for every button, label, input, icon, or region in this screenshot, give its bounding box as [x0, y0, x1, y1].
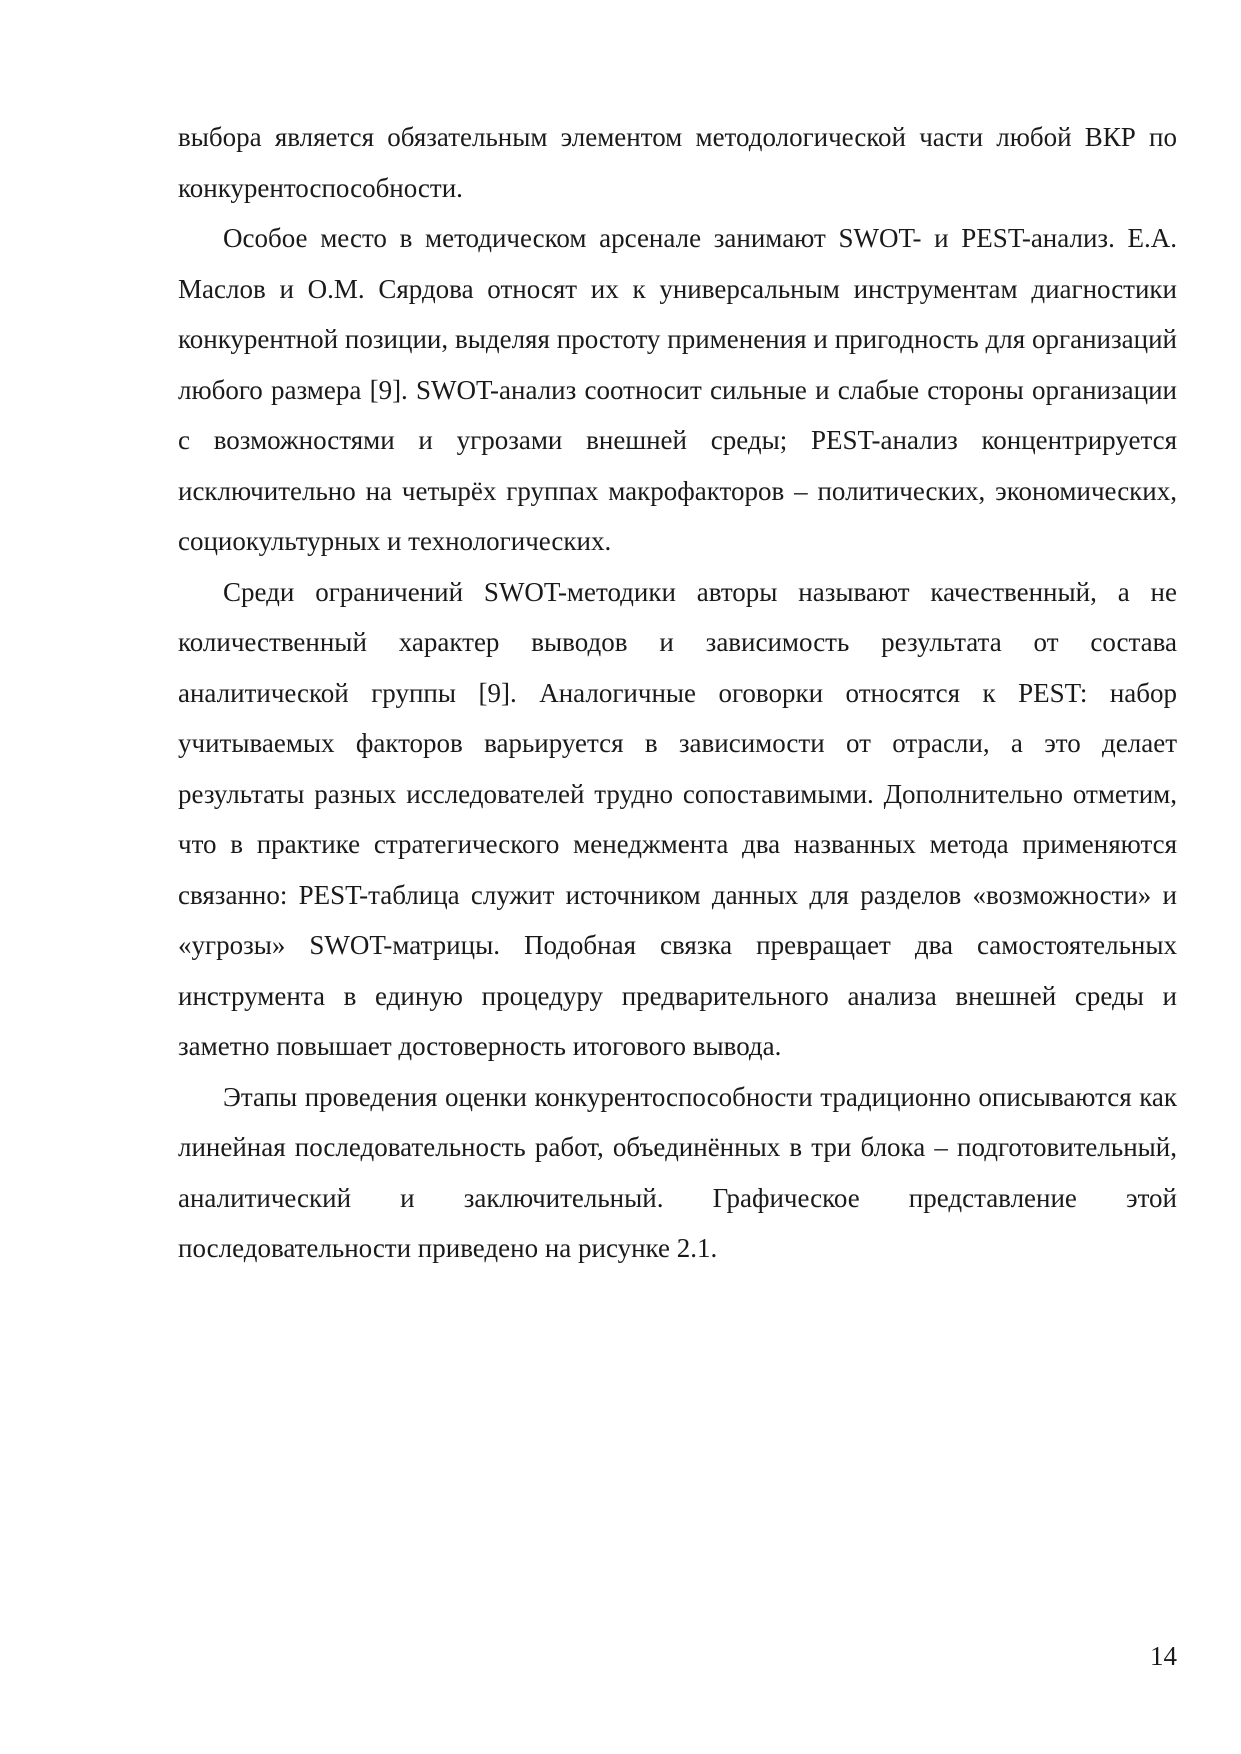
body-text [178, 112, 1177, 1274]
paragraph-swot-limitations: Среди ограничений SWOT-методики авторы называют качественный, а не количественный характер выводов и зависимость результата от состава аналитической группы [9]. Аналогичные оговорки относятся к PEST: набор учитываемых факторов варьируется в зависимости от отрасли, а это делает результаты разных исследователей трудно сопоставимыми. Дополнительно отметим, что в практике стратегического менеджмента два названных метода применяются связанно: PEST-таблица служит источником данных для разделов «возможности» и «угрозы» SWOT-матрицы. Подобная связка превращает два самостоятельных инструмента в единую процедуру предварительного анализа внешней среды и заметно повышает достоверность итогового вывода. [178, 576, 1177, 1061]
paragraph-swot-pest-intro: Особое место в методическом арсенале занимают SWOT- и PEST-анализ. Е.А. Маслов и О.М. Сярдова относят их к универсальным инструментам диагностики конкурентной позиции, выделяя простоту применения и пригодность для организаций любого размера [9]. SWOT-анализ соотносит сильные и слабые стороны организации с возможностями и угрозами внешней среды; PEST-анализ концентрируется исключительно на четырёх группах макрофакторов – политических, экономических, социокультурных и технологических. [178, 223, 1177, 556]
page-number: 14 [1150, 1641, 1177, 1671]
paragraph-assessment-stages: Этапы проведения оценки конкурентоспособности традиционно описываются как линейная последовательность работ, объединённых в три блока – подготовительный, аналитический и заключительный. Графическое представление этой последовательности приведено на рисунке 2.1. [178, 1081, 1177, 1263]
paragraph-continuation: выбора является обязательным элементом методологической части любой ВКР по конкурентоспособности. [178, 122, 1177, 203]
